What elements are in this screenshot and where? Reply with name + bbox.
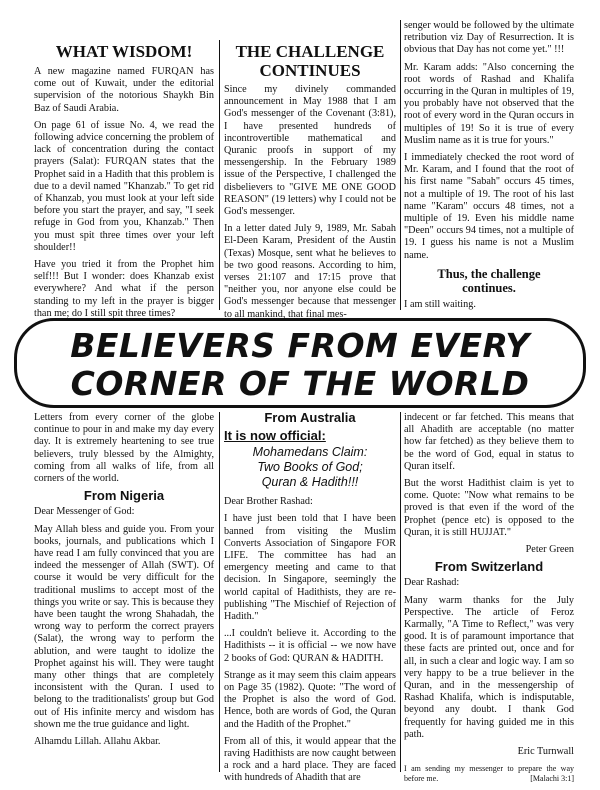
challenge-continued-column	[404, 20, 574, 316]
signature: Peter Green	[525, 544, 574, 556]
letter-paragraph: I have just been told that I have been banned from visiting the Muslim Converts Association of Singapore FOR LIFE. The committee has had an emergency meeting and came to that decision. In Singapore, seemingly the world capital of Hadithists, they are re-publishing "The Mischief of Rejection of Hadith."	[224, 513, 396, 623]
letter-body: Many warm thanks for the July Perspective. The article of Feroz Karmally, "A Time to Reflect," was very good. It is of paramount importance that these facts are printed out, once and for all, in such a clear and logic way. I am so very happy to be a true believer in the Quran, and in the messengership of Rashad Khalifa, which is indisputable, beyond any doubt. I thank God frequently for having guided me in this path.	[404, 594, 574, 740]
salutation: Dear Brother Rashad:	[224, 496, 313, 508]
intro-paragraph: Letters from every corner of the globe continue to pour in and make my day every day. It is extremely heartening to see true believers, truly blessed by the Almighty, coming from all walks of life, from all corners of the world.	[34, 412, 214, 485]
challenge-title	[224, 42, 396, 80]
claim-line: Two Books of God;	[257, 460, 363, 475]
letter-body: May Allah bless and guide you. From your books, journals, and publications which I have read I am fully convinced that you are indeed the messenger of Allah (SWT). Of course it would be very difficult for the traditional muslims to accept most of the things you write or say. This is because they have been taught the wrong Shahadah, the wrong way to perform the correct prayers (Salat), the wrong way to perform the ablution, and were taught to idolize the Prophet against his will. They were taught many other things that are completely inconsistent with the Quran. I used to belong to the traditionalists' group but God out of His infinite mercy and wisdom has shown me the true guidance and light.	[34, 523, 214, 730]
column-divider	[219, 412, 220, 772]
article-paragraph: A new magazine named FURQAN has come out of Kuwait, under the editorial supervision of the notorious Shaykh Bin Baz of Saudi Arabia.	[34, 66, 214, 114]
article-paragraph: Mr. Karam adds: "Also concerning the root words of Rashad and Khalifa occurring in the Quran in multiples of 19, you probably have not observed that the root of every word in the Quran occurs in multiples of 19! So it is true of every Muslim name as it is true for yours."	[404, 61, 574, 146]
closing-heading-line: continues.	[462, 280, 516, 295]
claim-block	[224, 445, 396, 490]
believers-banner	[14, 318, 586, 408]
salutation: Dear Messenger of God:	[34, 506, 135, 518]
australia-heading: From Australia	[264, 410, 356, 425]
challenge-title-line: THE CHALLENGE	[235, 42, 385, 61]
australia-column	[224, 412, 396, 790]
scripture-quote	[404, 764, 574, 784]
article-paragraph: Since my divinely commanded announcement in May 1988 that I am God's messenger of the Covenant (3:81), I have presented hundreds of incontrovertible mathematical and Quranic proofs in support of my messengership. In the February 1989 issue of the Perspective, I challenged the disbelievers to "GIVE ME ONE GOOD REASON" (19 letters) why I could not be God's messenger.	[224, 84, 396, 218]
switzerland-heading: From Switzerland	[434, 559, 544, 575]
official-label: It is now official:	[224, 428, 326, 444]
letter-paragraph: But the worst Hadithist claim is yet to come. Quote: "Now what remains to be proved is that even if the word of the Prophet (pence etc) is opposed to the Quran, it is still HUJJAT."	[404, 478, 574, 538]
banner-line: BELIEVERS FROM EVERY	[70, 326, 530, 365]
claim-line: Quran & Hadith!!!	[261, 475, 359, 490]
letter-closing: Alhamdu Lillah. Allahu Akbar.	[34, 736, 161, 748]
claim-line: Mohamedans Claim:	[252, 445, 368, 460]
letter-paragraph: ...I couldn't believe it. According to the Hadithists -- it is official -- we now have 2 books of God: QURAN & HADITH.	[224, 628, 396, 664]
column-divider	[219, 40, 220, 310]
article-paragraph: I immediately checked the root word of Mr. Karam, and I found that the root of his first name "Sabah" occurs 45 times, not a multiple of 19. The root of his last name "Karam" occurs 48 times, not a multiple of 19. Even his middle name "Deen" occurs 94 times, not a multiple of 19. I guess his name is not a Muslim name.	[404, 152, 574, 261]
article-paragraph: In a letter dated July 9, 1989, Mr. Sabah El-Deen Karam, President of the Austin (Texas) Mosque, sent what he believes to be two good reasons. According to him, verses 21:107 and 17:15 prove that "neither you, nor anyone else could be God's messenger because that messenger to all mankind, that final mes-	[224, 223, 396, 320]
closing-heading-line: Thus, the challenge	[437, 266, 541, 281]
banner-line: CORNER OF THE WORLD	[70, 364, 530, 403]
what-wisdom-title: WHAT WISDOM!	[55, 42, 193, 61]
quote-text: I am sending my messenger to prepare the way before me.	[404, 764, 574, 784]
letter-paragraph: Strange as it may seem this claim appears on Page 35 (1982). Quote: "The word of the Prophet is also the word of God. Hence, both are words of God, the Quran and the Hadith of the Prophet."	[224, 669, 396, 730]
article-paragraph: Have you tried it from the Prophet him self!!! But I wonder: does Khanzab exist everywhere? And what if the person standing to my left in the prayer is bigger than me; do I still spit three times?	[34, 259, 214, 319]
article-paragraph: senger would be followed by the ultimate retribution viz Day of Resurrection. It is obvious that Day has not come yet." !!!	[404, 20, 574, 56]
switzerland-column	[404, 412, 574, 784]
challenge-closing-heading	[404, 267, 574, 295]
challenge-column	[224, 42, 396, 326]
what-wisdom-column	[34, 42, 214, 325]
letter-paragraph: indecent or far fetched. This means that all Ahadith are acceptable (no matter how far fetched) as they believe them to be the word of God, equal in status to Quran itself.	[404, 412, 574, 472]
quote-reference: [Malachi 3:1]	[530, 774, 574, 784]
salutation: Dear Rashad:	[404, 577, 460, 589]
nigeria-column	[34, 412, 214, 753]
letter-paragraph: From all of this, it would appear that the raving Hadithists are now caught between a rock and a hard place. They are faced with hundreds of Ahadith that are	[224, 735, 396, 784]
challenge-title-line: CONTINUES	[259, 61, 361, 80]
closing-line: I am still waiting.	[404, 298, 476, 310]
column-divider	[400, 20, 401, 310]
nigeria-heading: From Nigeria	[83, 488, 165, 504]
article-paragraph: On page 61 of issue No. 4, we read the following advice concerning the problem of lack of concentration during the contact prayers (Salat): FURQAN states that the Prophet said in a Hadith that this problem is due to a devil named "Khanzab." To get rid of Khanzab, you must look at your left side before you start the prayer, and say, "I seek refuge in God from you, Khanzab." Then you must spit three times over your left shoulder!!	[34, 119, 214, 253]
signature: Eric Turnwall	[517, 746, 574, 758]
column-divider	[400, 412, 401, 772]
